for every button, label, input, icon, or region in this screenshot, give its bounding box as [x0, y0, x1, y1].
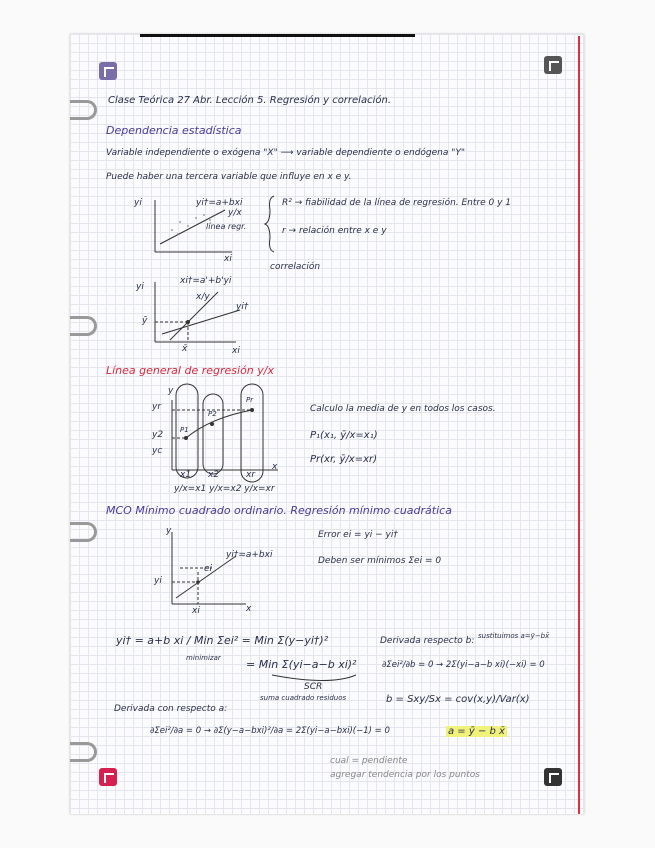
- g3-ellipse-x2: [203, 394, 223, 474]
- g2-line-yx: [162, 310, 240, 334]
- scr-formula: = Min Σ(yi−a−b xi)²: [246, 658, 357, 671]
- derivada-a-label: Derivada con respecto a:: [114, 704, 228, 714]
- minimos-condition: Deben ser mínimos Σei = 0: [318, 556, 442, 566]
- g4-equation: yi†=a+bxi: [226, 550, 273, 560]
- pencil-note-1: cual = pendiente: [330, 756, 408, 766]
- point-pr: Pr(xr, ȳ/x=xr): [310, 454, 378, 465]
- g3-xr: xr: [246, 470, 256, 480]
- g3-p1: P1: [180, 426, 189, 434]
- g1-note: línea regr.: [206, 222, 247, 231]
- g1-x-label: xi: [224, 254, 232, 264]
- g1-equation: yi†=a+bxi: [196, 198, 243, 208]
- g4-y-label: y: [166, 526, 172, 536]
- point-p1: P₁(x₁, ȳ/x=x₁): [310, 430, 378, 441]
- g4-ei: ei: [204, 564, 213, 574]
- lecture-header: Clase Teórica 27 Abr. Lección 5. Regresión y correlación.: [108, 95, 392, 106]
- derivative-b-formula: ∂Σei²/∂b = 0 → 2Σ(yi−a−b xi)(−xi) = 0: [382, 660, 545, 670]
- g2-y-label: yi: [136, 282, 144, 292]
- g3-y-label: y: [168, 386, 174, 396]
- g2-ybar: ȳ: [142, 316, 148, 326]
- g2-xy: x/y: [196, 292, 210, 302]
- scr-note: suma cuadrado residuos: [260, 694, 347, 702]
- g2-top-eq: xi†=a'+b'yi: [180, 276, 232, 286]
- scr-label: SCR: [304, 682, 323, 692]
- a-formula-highlight: a = ȳ − b x̄: [448, 726, 505, 737]
- g3-x-label: x: [272, 462, 278, 472]
- third-variable-line: Puede haber una tercera variable que influye en x e y.: [106, 172, 352, 182]
- error-definition: Error ei = yi − yi†: [318, 530, 398, 540]
- g2-x-label: xi: [232, 346, 240, 356]
- g4-regression-line: [176, 556, 236, 598]
- r2-note: R² → fiabilidad de la línea de regresión. Entre 0 y 1: [282, 198, 512, 208]
- g3-yc: yc: [152, 446, 163, 456]
- variables-line: Variable independiente o exógena "X" ⟶ variable dependiente o endógena "Y": [106, 148, 466, 158]
- g1-condition: y/x: [228, 208, 242, 218]
- section-title-dependencia: Dependencia estadística: [106, 124, 242, 137]
- sustituimos-note: sustituimos a=ȳ−bx̄: [478, 632, 550, 640]
- derivada-b-label: Derivada respecto b:: [380, 636, 475, 646]
- g2-line-xy: [170, 292, 218, 340]
- g4-x-label: x: [246, 604, 252, 614]
- g3-mean-curve: [186, 410, 252, 438]
- g3-yr: yr: [152, 402, 162, 412]
- b-formula: b = Sxy/Sx = cov(x,y)/Var(x): [386, 694, 530, 705]
- g2-yit: yi†: [236, 302, 249, 312]
- g1-y-label: yi: [134, 198, 142, 208]
- pencil-note-2: agregar tendencia por los puntos: [330, 770, 480, 780]
- g3-bottom-labels: y/x=x1 y/x=x2 y/x=xr: [174, 484, 275, 494]
- g2-xbar: x̄: [182, 344, 188, 354]
- derivative-a-formula: ∂Σei²/∂a = 0 → ∂Σ(y−a−bxi)²/∂a = 2Σ(yi−a−bxi)(−1) = 0: [150, 726, 390, 736]
- g3-x2: x2: [208, 470, 220, 480]
- media-description: Calculo la media de y en todos los casos.: [310, 404, 496, 414]
- g3-y2: y2: [152, 430, 164, 440]
- section-title-linea-general: Línea general de regresión y/x: [106, 364, 274, 377]
- minimizar-note: minimizar: [186, 654, 221, 662]
- r-note: r → relación entre x e y: [282, 226, 387, 236]
- section-title-mco: MCO Mínimo cuadrado ordinario. Regresión mínimo cuadrática: [106, 504, 452, 517]
- g4-xi: xi: [192, 606, 200, 616]
- g3-p2: P2: [208, 410, 217, 418]
- mco-main-formula: yi† = a+b xi / Min Σei² = Min Σ(y−yi†)²: [116, 634, 329, 647]
- g3-pr: Pr: [246, 396, 254, 404]
- correlacion-label: correlación: [270, 262, 321, 272]
- g4-yi: yi: [154, 576, 162, 586]
- g3-x1: x1: [180, 470, 192, 480]
